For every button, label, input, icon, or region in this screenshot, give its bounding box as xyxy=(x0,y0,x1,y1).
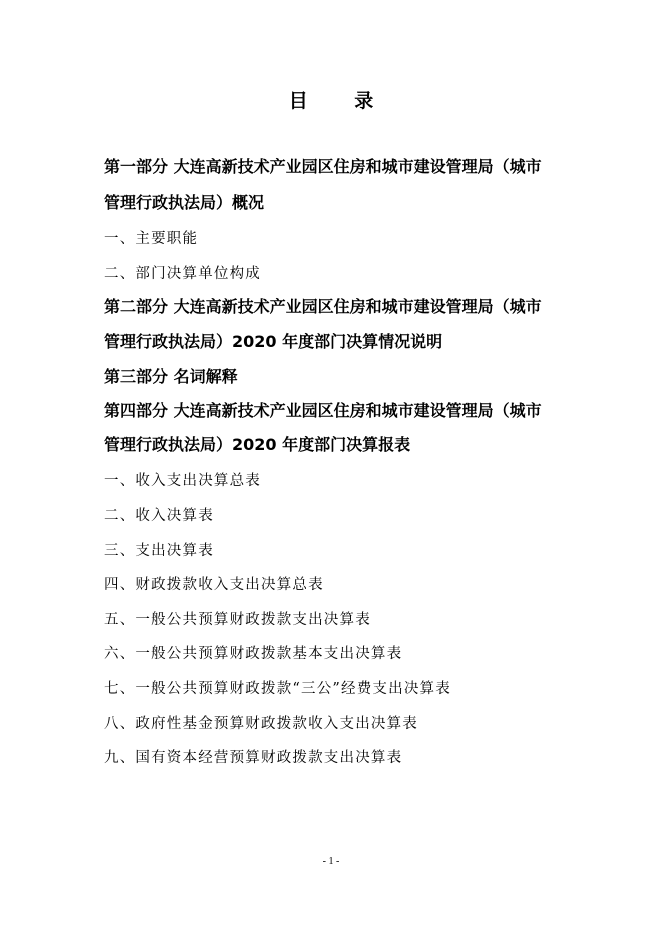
toc-part4-heading-line2[interactable]: 管理行政执法局）2020 年度部门决算报表 xyxy=(104,435,411,454)
toc-part4-item[interactable]: 三、支出决算表 xyxy=(104,543,214,559)
toc-part4-item[interactable]: 九、国有资本经营预算财政拨款支出决算表 xyxy=(104,750,403,766)
page-title: 目 录 xyxy=(288,90,394,112)
toc-part1-item-2[interactable]: 二、部门决算单位构成 xyxy=(104,266,261,282)
toc-part4-item[interactable]: 二、收入决算表 xyxy=(104,508,214,524)
toc-part4-heading-line1[interactable]: 第四部分 大连高新技术产业园区住房和城市建设管理局（城市 xyxy=(104,401,542,420)
toc-part4-item[interactable]: 八、政府性基金预算财政拨款收入支出决算表 xyxy=(104,716,418,732)
toc-part2-heading-line2[interactable]: 管理行政执法局）2020 年度部门决算情况说明 xyxy=(104,332,443,351)
toc-part4-item[interactable]: 五、一般公共预算财政拨款支出决算表 xyxy=(104,612,371,628)
toc-part1-heading-line1[interactable]: 第一部分 大连高新技术产业园区住房和城市建设管理局（城市 xyxy=(104,157,542,176)
toc-part2-heading-line1[interactable]: 第二部分 大连高新技术产业园区住房和城市建设管理局（城市 xyxy=(104,297,542,316)
page-number: - 1 - xyxy=(322,856,340,867)
toc-part1-heading-line2[interactable]: 管理行政执法局）概况 xyxy=(104,193,265,212)
toc-part4-item[interactable]: 一、收入支出决算总表 xyxy=(104,473,261,489)
toc-part4-item[interactable]: 四、财政拨款收入支出决算总表 xyxy=(104,577,324,593)
toc-part4-item[interactable]: 六、一般公共预算财政拨款基本支出决算表 xyxy=(104,646,403,662)
toc-part3-heading[interactable]: 第三部分 名词解释 xyxy=(104,367,238,386)
toc-part4-item[interactable]: 七、一般公共预算财政拨款“三公”经费支出决算表 xyxy=(104,681,451,697)
toc-part1-item-1[interactable]: 一、主要职能 xyxy=(104,231,199,247)
